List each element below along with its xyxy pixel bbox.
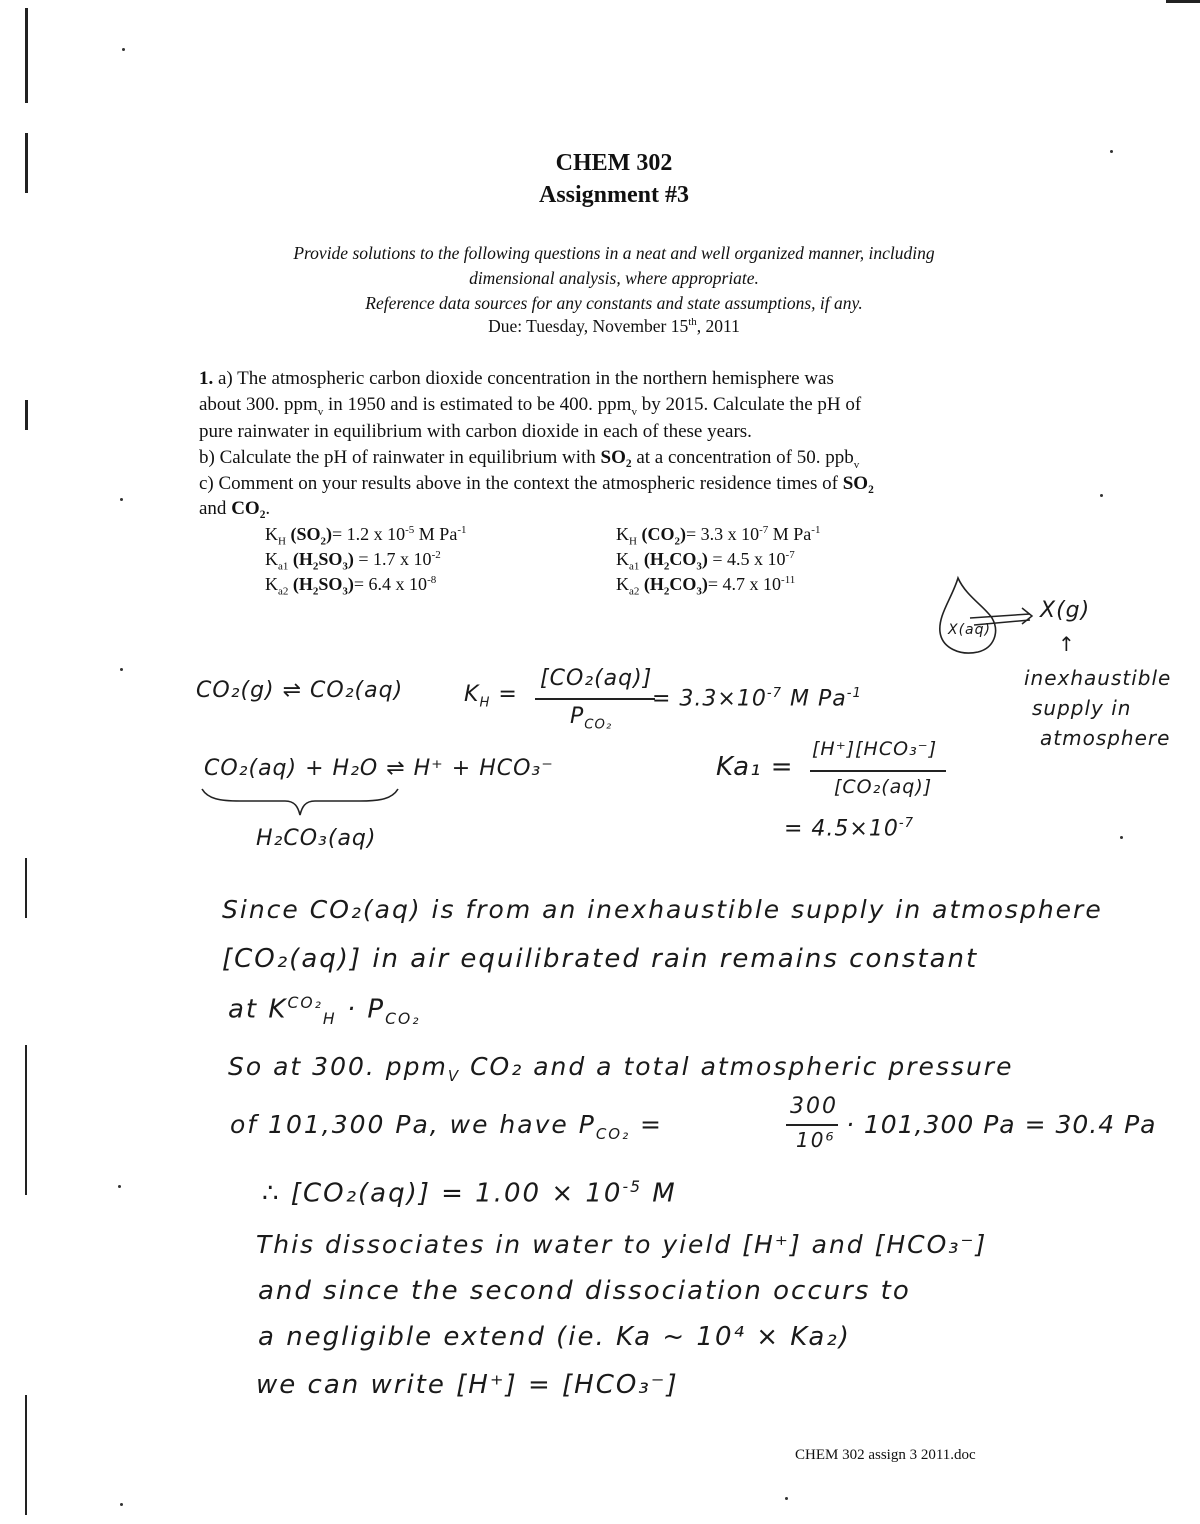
- scan-speck: [120, 498, 123, 501]
- due-date-sup: th: [688, 316, 697, 329]
- side-note: inexhaustible: [1024, 666, 1172, 690]
- subscript: v: [853, 458, 860, 471]
- ka1-fraction-numerator: [H⁺][HCO₃⁻]: [812, 738, 938, 760]
- question-number: 1.: [199, 368, 214, 389]
- question-bold: CO₂: [231, 498, 266, 519]
- question-text: by 2015. Calculate the pH of: [636, 394, 862, 415]
- question-1-c-line: and CO₂.: [199, 498, 271, 519]
- handwritten-line: ∴ $[CO_2(aq)] = 1.00 \times 10^{-5}$ M: [262, 1178, 677, 1209]
- side-label-x-aq: X(aq): [948, 622, 991, 638]
- question-text: at a concentration of 50. ppb: [631, 447, 854, 468]
- instructions-line: dimensional analysis, where appropriate.: [469, 268, 759, 288]
- scan-speck: [785, 1497, 788, 1500]
- constant-kh-co2: $K_H$ $(CO_2)= 3.3$ x $10^{-7}$ M $Pa^{-1}$: [616, 524, 821, 548]
- question-1-c-line: [199, 473, 874, 495]
- handwritten-line: and since the second dissociation occurs to: [258, 1276, 911, 1306]
- scan-speck: [120, 1503, 123, 1506]
- constant-ka2-h2co3: $K_{a2}$ $(H_2CO_3)= 4.7$ x $10^{-11}$: [616, 574, 796, 598]
- scan-speck: [118, 1185, 121, 1188]
- handwritten-line: we can write [H⁺] = [HCO₃⁻]: [256, 1370, 679, 1400]
- scan-margin-line: [25, 858, 27, 918]
- constant-ka1-h2co3: $K_{a1}$ $(H_2CO_3) = 4.5$ x $10^{-7}$: [616, 549, 795, 573]
- henry-fraction-numerator: [CO₂(aq)]: [540, 666, 653, 691]
- constant-ka1-h2so3: $K_{a1}$ $(H_2SO_3) = 1.7$ x $10^{-2}$: [265, 549, 441, 573]
- handwritten-line: · 101,300 Pa = 30.4 Pa: [846, 1110, 1157, 1139]
- question-text: and: [199, 498, 232, 519]
- scan-speck: [120, 668, 123, 671]
- constant-kh-so2: $K_H$ $(SO_2)= 1.2$ x $10^{-5}$ M $Pa^{-1}$: [265, 524, 467, 548]
- side-note: supply in: [1032, 696, 1132, 720]
- subscript: v: [317, 405, 324, 418]
- scan-margin-line: [25, 400, 28, 430]
- assignment-title: Assignment #3: [538, 182, 689, 208]
- scan-speck: [1100, 494, 1103, 497]
- ka1-value: = $4.5\times 10^{-7}$: [784, 816, 914, 842]
- due-date-prefix: Due: Tuesday, November 15: [488, 316, 689, 336]
- footer-filename: CHEM 302 assign 3 2011.doc: [795, 1447, 976, 1463]
- question-text: c) Comment on your results above in the context the atmospheric residence times of: [199, 473, 843, 494]
- henry-constant-symbol: $K_H$ =: [464, 682, 518, 711]
- due-date: [0, 316, 1200, 337]
- scan-margin-line: [25, 1395, 27, 1515]
- instructions-line: Reference data sources for any constants and state assumptions, if any.: [365, 293, 863, 313]
- subscript: v: [631, 405, 637, 418]
- question-1-a-line: [199, 394, 861, 418]
- henry-equilibrium: CO₂(g) ⇌ CO₂(aq): [196, 678, 404, 703]
- side-arrow: ↑: [1058, 632, 1076, 656]
- handwritten-line: This dissociates in water to yield [H⁺] and [HCO₃⁻]: [256, 1230, 988, 1259]
- scan-corner-mark: [1166, 0, 1200, 3]
- handwritten-line: Since CO₂(aq) is from an inexhaustible supply in atmosphere: [222, 895, 1103, 924]
- question-bold: SO₂: [842, 473, 874, 494]
- henry-fraction-bar: [535, 698, 655, 700]
- handwritten-line: a negligible extend (ie. Ka ~ 10⁴ × Ka₂): [258, 1322, 851, 1352]
- ka1-fraction-bar: [810, 770, 946, 772]
- question-1-b-line: [199, 447, 859, 471]
- question-text: a) The atmospheric carbon dioxide concentration in the northern hemisphere was: [218, 368, 834, 389]
- underbrace: [200, 785, 400, 821]
- scan-speck: [1120, 836, 1123, 839]
- question-text: b) Calculate the pH of rainwater in equilibrium with: [199, 447, 601, 468]
- question-bold: SO₂: [600, 447, 632, 468]
- side-note: atmosphere: [1040, 726, 1171, 750]
- ka1-fraction-denominator: [CO₂(aq)]: [834, 776, 933, 798]
- constant-ka2-h2so3: $K_{a2}$ $(H_2SO_3)= 6.4$ x $10^{-8}$: [265, 574, 437, 598]
- handwritten-line: So at 300. ppm$_V$ CO₂ and a total atmospheric pressure: [228, 1052, 1014, 1085]
- scan-margin-line: [25, 8, 28, 103]
- fraction-bar: [786, 1124, 838, 1126]
- handwritten-line: [CO₂(aq)] in air equilibrated rain remains constant: [222, 944, 979, 974]
- dissociation-equilibrium: CO₂(aq) + H₂O ⇌ H⁺ + HCO₃⁻: [204, 756, 554, 781]
- fraction-numerator: 300: [790, 1094, 838, 1119]
- question-1-a-line: pure rainwater in equilibrium with carbon dioxide in each of these years.: [199, 421, 752, 442]
- scan-speck: [122, 48, 125, 51]
- scan-margin-line: [25, 1045, 27, 1195]
- question-text: in 1950 and is estimated to be 400. ppm: [323, 394, 632, 415]
- henry-value: = $3.3\times 10^{-7}$ M $Pa^{-1}$: [652, 686, 862, 712]
- side-label-x-g: X(g): [1040, 598, 1091, 623]
- fraction-denominator: 10⁶: [796, 1128, 836, 1152]
- instructions-line: Provide solutions to the following questions in a neat and well organized manner, including: [293, 243, 935, 263]
- handwritten-line: of 101,300 Pa, we have $P_{CO_2}$ =: [230, 1110, 664, 1143]
- henry-fraction-denominator: $P_{CO_2}$: [570, 704, 613, 733]
- carbonic-acid-label: H₂CO₃(aq): [256, 826, 377, 851]
- course-title: CHEM 302: [555, 150, 673, 176]
- raindrop-sketch: [930, 570, 1040, 665]
- question-1-a-line: [199, 368, 834, 390]
- question-text: about 300. ppm: [199, 394, 318, 415]
- handwritten-line: at $K^{CO_2}_H \cdot P_{CO_2}$: [228, 994, 421, 1028]
- ka1-symbol: Ka₁ =: [716, 752, 794, 782]
- due-date-year: , 2011: [696, 316, 740, 336]
